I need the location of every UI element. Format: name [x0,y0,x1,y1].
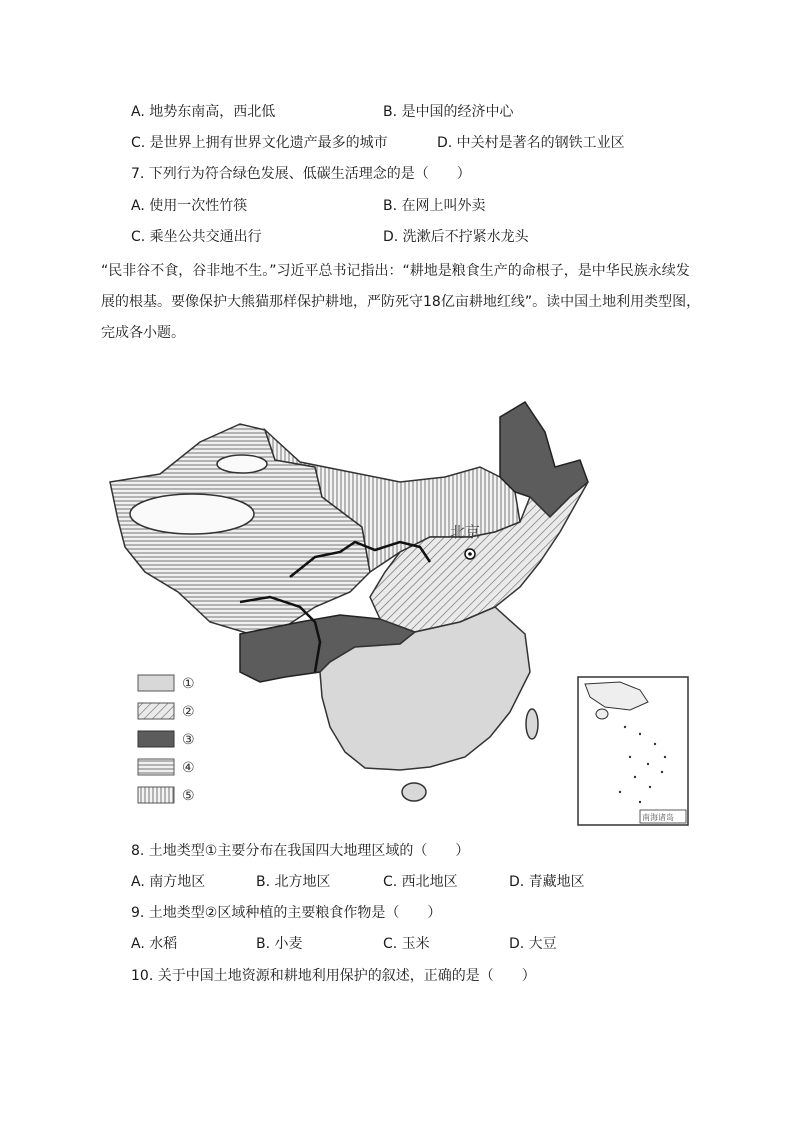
q8-stem: 8. 土地类型①主要分布在我国四大地理区域的（ ） [131,843,470,859]
q9-option-b: B. 小麦 [256,936,303,952]
q9-stem: 9. 土地类型②区域种植的主要粮食作物是（ ） [131,905,442,921]
legend-swatch-5 [138,787,174,803]
q9-option-d: D. 大豆 [509,936,557,952]
legend-swatch-1 [138,675,174,691]
q6-option-a: A. 地势东南高，西北低 [131,104,276,120]
q9-option-c: C. 玉米 [383,936,430,952]
beijing-marker-dot-icon [468,552,472,556]
china-land-use-map [100,372,700,830]
q6-option-c: C. 是世界上拥有世界文化遗产最多的城市 [131,135,388,151]
legend-label-3: ③ [182,732,195,748]
south-china-sea-inset [578,677,688,825]
q8-option-b: B. 北方地区 [256,874,331,890]
map-taiwan-island [526,709,538,739]
q7-stem: 7. 下列行为符合绿色发展、低碳生活理念的是（ ） [131,166,471,182]
legend-label-2: ② [182,704,195,720]
legend-swatch-3 [138,731,174,747]
legend-swatch-2 [138,703,174,719]
legend-label-4: ④ [182,760,195,776]
q9-option-a: A. 水稻 [131,936,178,952]
legend-label-1: ① [182,676,195,692]
map-hainan-island [402,783,426,801]
map-basin-oval [130,494,254,534]
beijing-label: 北京 [450,523,481,541]
map-legend [138,675,195,804]
legend-swatch-4 [138,759,174,775]
q8-option-d: D. 青藏地区 [509,874,585,890]
reading-passage: “民非谷不食，谷非地不生。”习近平总书记指出：“耕地是粮食生产的命根子，是中华民族永续发展的根基。要像保护大熊猫那样保护耕地，严防死守18亿亩耕地红线”。读中国土地利用类型图，完成各小题。 [101,263,701,341]
inset-label: 南海诸岛 [642,813,674,822]
q6-option-b: B. 是中国的经济中心 [383,104,514,120]
map-basin-oval-small [217,455,267,473]
q7-option-a: A. 使用一次性竹筷 [131,198,248,214]
q6-option-d: D. 中关村是著名的钢铁工业区 [437,135,625,151]
legend-label-5: ⑤ [182,788,195,804]
q8-option-a: A. 南方地区 [131,874,206,890]
q7-option-c: C. 乘坐公共交通出行 [131,229,262,245]
q8-option-c: C. 西北地区 [383,874,458,890]
q10-stem: 10. 关于中国土地资源和耕地利用保护的叙述，正确的是（ ） [131,968,536,984]
q7-option-d: D. 洗漱后不拧紧水龙头 [383,229,529,245]
q7-option-b: B. 在网上叫外卖 [383,198,486,214]
